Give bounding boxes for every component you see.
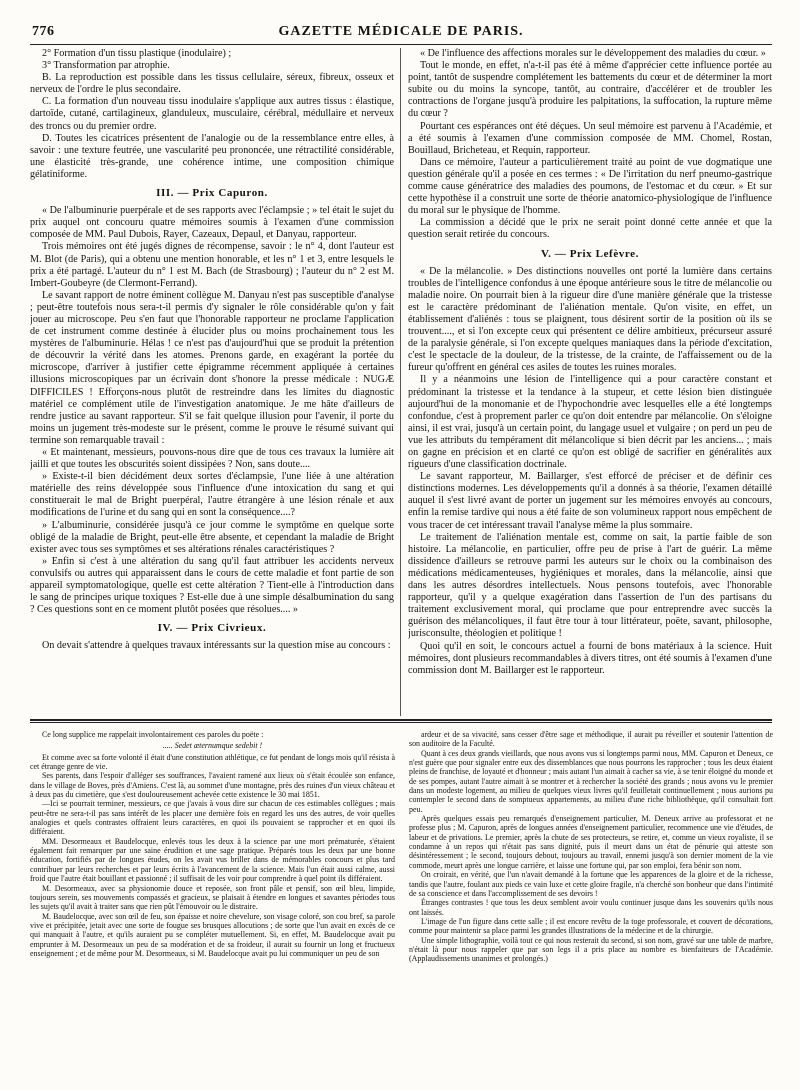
right-column xyxy=(408,48,772,716)
paragraph: Dans ce mémoire, l'auteur a particulièrement traité au point de vue dogmatique une question générale qu'il a posée en ces termes : « De l'irritation du nerf pneumo-gastrique comme cause génératrice des maladies des poumons, de l'estomac et du cœur. » Et sur cette hypothèse il a construit une sorte de théorie anatomico-physiologique de l'influence du moral sur le physique de l'homme. xyxy=(408,156,772,217)
page-number: 776 xyxy=(32,24,55,39)
feuilleton-left-column xyxy=(30,730,395,1082)
paragraph: Une simple lithographie, voilà tout ce qui nous resterait du second, si son nom, gravé sur une table de marbre, n'était là pour nous rappeler que par son legs il a pris place au nombre es bienfaiteurs de l'Académie. (Applaudissements unanimes et prolongés.) xyxy=(409,935,773,964)
section-heading: IV. — Prix Civrieux. xyxy=(157,622,267,635)
paragraph: On devait s'attendre à quelques travaux intéressants sur la question mise au concours : xyxy=(42,640,391,652)
paragraph: Et comme avec sa forte volonté il était d'une constitution athlétique, ce fut pendant de longs mois qu'il résista à cet étrange genre de vie. xyxy=(30,752,395,772)
column-rule xyxy=(400,48,401,716)
paragraph: MM. Desormeaux et Baudelocque, enlevés tous les deux à la science par une mort prématurée, s'étaient également fait remarquer par une saine érudition et une sage pratique. Préparés tous les deux par une bonne éducation, fortifiés par de longues études, on les avait vus briller dans de mémorables concours et plus tard contribuer par leurs recherches et par leurs écrits à l'avancement de la science. Mais l'un était aussi calme, aussi froid que l'autre était bouillant et passionné ; il suffisait de les voir pour comprendre à quel point ils différaient. xyxy=(30,836,395,884)
paragraph: ardeur et de sa vivacité, sans cesser d'être sage et méthodique, il aurait pu réveiller et soutenir l'attention de son auditoire de la Faculté. xyxy=(409,730,773,749)
paragraph: Le traitement de l'aliénation mentale est, comme on sait, la partie faible de son histoire. La mélancolie, en particulier, offre peu de prise à l'art de guérir. La même dissidence d'ailleurs se retrouve parmi les auteurs sur le choix ou la combinaison des médications médicamenteuses, hygiéniques et morales, dans la mélancolie, ainsi que dans les autres désordres intellectuels. Nous pensons toutefois, avec l'honorable rapporteur, qu'il y a quelque exagération dans l'assertion de l'un des partisans du traitement exclusivement moral, qui proclame que pour entreprendre avec succès la guérison des mélancoliques, il faut être tour à tour littérateur, poëte, savant, philosophe, jurisconsulte, théologien et politique ! xyxy=(408,531,772,640)
paragraph: C. La formation d'un nouveau tissu inodulaire s'applique aux autres tissus : élastique, dartoïde, cutané, cartilagineux, glanduleux, musculaire, cérébral, médullaire et nerveux des troncs ou du premier ordre. xyxy=(30,96,394,132)
feuilleton-divider xyxy=(30,719,772,721)
paragraph: Ce long supplice me rappelait involontairement ces paroles du poëte : xyxy=(42,730,264,739)
section-heading: V. — Prix Lefèvre. xyxy=(540,247,640,260)
page-header xyxy=(30,22,772,45)
paragraph: « De la mélancolie. » Des distinctions nouvelles ont porté la lumière dans certains troubles de l'intelligence confondus à une époque antérieure sous le titre de mélancolie ou maladie noire. On pourrait bien à la rigueur dire d'une manière générale que la tristesse est le caractère prédominant de l'aliénation mentale. Qu'on visite, en effet, un établissement d'aliénés : tous se plaignent, tous désirent sortir de la position où ils se trouvent...., et si l'on excepte ceux qui présentent ce délire ambitieux, précurseur assuré de la paralysie générale, si l'on excepte quelques maniaques dans la période d'excitation, c'est le spectacle de la douleur, de la tristesse, de la crainte, de l'affaissement ou de la fureur qu'offrent en général ces asiles de toutes les ruines morales. xyxy=(408,265,772,374)
paragraph: « De l'albuminurie puerpérale et de ses rapports avec l'éclampsie ; » tel était le sujet du prix auquel ont concouru quatre mémoires soumis à l'examen d'une commission composée de MM. Paul Dubois, Rayer, Cazeaux, Depaul, et Danyau, rapporteur. xyxy=(30,205,394,241)
publication-title: GAZETTE MÉDICALE DE PARIS. xyxy=(278,24,524,39)
paragraph: » L'albuminurie, considérée jusqu'à ce jour comme le symptôme en quelque sorte obligé de la maladie de Bright, peut-elle être absente, et cependant la maladie de Bright exister avec tous ses symptômes et ses altérations rénales caractéristiques ? xyxy=(30,519,394,555)
quotation-line: ..... Sedet æternumque sedebit ! xyxy=(162,741,263,751)
paragraph: Quant à ces deux grands vieillards, que nous avons vus si longtemps parmi nous, MM. Capuron et Deneux, ce n'est guère que pour signaler entre eux des dissemblances que nous pourrons les rapprocher ; tous les deux étaient pleins de franchise, de loyauté et d'honneur ; mais autant l'un aimait à cacher sa vie, à se tenir éloigné du monde et de ses pompes, autant l'autre aimait à se montrer et à rechercher la société des grands ; nous avons vu le premier dans un modeste logement, au milieu de quelques vieux livres qu'il feuilletait continuellement ; nous aurions pu contempler le second dans de somptueux appartements, au milieu d'une riche bibliothèque, qu'il consultait fort peu. xyxy=(409,748,773,814)
paragraph: Ses parents, dans l'espoir d'alléger ses souffrances, l'avaient ramené aux lieux où s'était écoulée son enfance, dans le village de Boves, près d'Amiens. C'est là, au sommet d'une montagne, près des ruines d'un vieux château et à deux pas du cimetière, que s'est douloureusement achevée cette existence le 30 mai 1851. xyxy=(30,771,395,800)
section-heading: III. — Prix Capuron. xyxy=(156,187,268,200)
left-column xyxy=(30,48,394,716)
paragraph: —Ici se pourrait terminer, messieurs, ce que j'avais à vous dire sur chacun de ces estimables collègues ; mais peut-être ne sera-t-il pas sans intérêt de les placer une dernière fois en regard les uns des autres, de voir quelles analogies et quels contrastes offraient leurs caractères, en quoi ils pouvaient se rapprocher et en quoi ils différaient. xyxy=(30,799,395,837)
paragraph: « Et maintenant, messieurs, pouvons-nous dire que de tous ces travaux la lumière ait jailli et que toutes les obscurités soient dissipées ? Non, sans doute.... xyxy=(30,447,394,471)
paragraph: Après quelques essais peu remarqués d'enseignement particulier, M. Deneux arrive au professorat et ne professe plus ; M. Capuron, après de longues années d'enseignement particulier, recommence une vie d'études, de labeur et de privations. Le premier, après la chute de ses protecteurs, se retire, et, comme un vieux royaliste, il se condamne à un repos qui n'était pas sans dignité, puis il meurt dans un état de pénurie qui atteste son désintéressement ; le second, toujours debout, toujours au travail, ennemi jusqu'à son dernier moment de la vie commode, meurt après une longue carrière, et laisse une fortune qui, par son emploi, fera bénir son nom. xyxy=(409,814,773,870)
paragraph: « De l'influence des affections morales sur le développement des maladies du cœur. » xyxy=(420,48,766,59)
paragraph: Tout le monde, en effet, n'a-t-il pas été à même d'apprécier cette influence portée au point, tantôt de suspendre complétement les battements du cœur et de déterminer la mort subite ou du moins la syncope, tantôt, au contraire, d'accélérer et de troubler les contractions de l'organe jusqu'à produire les palpitations, la suffocation, la rupture même du cœur ? xyxy=(408,60,772,120)
paragraph: Étranges contrastes ! que tous les deux semblent avoir voulu continuer jusque dans les souvenirs qu'ils nous ont laissés. xyxy=(409,898,773,917)
paragraph: » Existe-t-il bien décidément deux sortes d'éclampsie, l'une liée à une altération matérielle des reins développée sous l'influence d'une intoxication du sang et qui constituerait le mal de Bright puerpéral, l'autre étrangère à une lésion rénale et aux modifications de l'urine et du sang qui en sont la conséquence....? xyxy=(30,471,394,519)
paragraph: D. Toutes les cicatrices présentent de l'analogie ou de la ressemblance entre elles, à savoir : une texture feutrée, une vascularité peu prononcée, une rétractilité considérable, une élasticité très-grande, une cohérence intime, une composition chimique gélatiniforme. xyxy=(30,132,394,180)
paragraph: B. La reproduction est possible dans les tissus cellulaire, séreux, fibreux, osseux et nerveux de l'ordre le plus secondaire. xyxy=(30,72,394,96)
paragraph: 3° Transformation par atrophie. xyxy=(42,60,170,72)
paragraph: La commission a décidé que le prix ne serait point donné cette année et que la question serait retirée du concours. xyxy=(408,217,772,241)
feuilleton-divider-thin xyxy=(30,722,772,723)
paragraph: Quoi qu'il en soit, le concours actuel a fourni de bons matériaux à la science. Huit mémoires, dont plusieurs recommandables à divers titres, ont été soumis à l'examen d'une commission dont M. Baillarger est le rapporteur. xyxy=(408,640,772,676)
paragraph: » Enfin si c'est à une altération du sang qu'il faut attribuer les accidents nerveux convulsifs ou autres qui apparaissent dans le cours de cette maladie et font partie de son appareil symptomatologique, quelle est cette altération ? Tient-elle à l'introduction dans le sang de principes urique toxiques ? Est-elle due à une simple désalbumination du sang ? Ces questions sont en ce moment plutôt posées que résolues.... » xyxy=(30,555,394,616)
paragraph: Le savant rapporteur, M. Baillarger, s'est efforcé de préciser et de définir ces distinctions modernes. Les développements qu'il a donnés à sa théorie, l'examen détaillé auquel il s'est livré avant de porter un jugement sur les mémoires envoyés au concours, enfin la remise tardive qui nous a été faite de son volumineux rapport nous empêchent de vous tracer de cet intéressant travail l'analyse même la plus sommaire. xyxy=(408,471,772,531)
paragraph: M. Desormeaux, avec sa physionomie douce et reposée, son front pâle et pensif, son œil bleu, limpide, toujours serein, ses mouvements compassés et gracieux, se plaisait à étendre en longues et savantes périodes tous les sujets qu'il avait à traiter sans que rien pût l'émouvoir ou le distraire. xyxy=(30,883,395,912)
paragraph: Il y a néanmoins une lésion de l'intelligence qui a pour caractère constant et prédominant la tristesse et la tendance à la stupeur, et cette lésion bien distinguée aujourd'hui de la monomanie et de l'hypochondrie avec lesquelles elle a été longtemps confondue, c'est à proprement parler ce qu'on doit entendre par mélancolie. On s'éloigne ainsi, il est vrai, jusqu'à un certain point, du langage usuel et vulgaire ; on perd un peu de vue les attributs du tempérament dit mélancolique si bien décrit par les anciens... ; mais on gagne en précision et en clarté ce qu'on est obligé de sacrifier en généralités aux rigueurs d'une classification doctrinale. xyxy=(408,374,772,471)
paragraph: On croirait, en vérité, que l'un n'avait demandé à la fortune que les apparences de la gloire et de la richesse, tandis que l'autre, foulant aux pieds ce vain luxe et cette gloire fragile, n'a cherché son bonheur que dans l'intimité de sa conscience et dans l'accomplissement de ses devoirs ! xyxy=(409,870,773,898)
paragraph: Trois mémoires ont été jugés dignes de récompense, savoir : le n° 4, dont l'auteur est M. Blot (de Paris), qui a obtenu une mention honorable, et les n° 1 et 3, entre lesquels le prix a été partagé. L'auteur du n° 1 est M. Bach (de Strasbourg) ; l'auteur du n° 2 est M. Imbert-Goubeyre (de Clermont-Ferrand). xyxy=(30,241,394,289)
paragraph: Le savant rapport de notre éminent collègue M. Danyau n'est pas susceptible d'analyse ; peut-être toutefois nous sera-t-il permis d'y signaler le rôle considérable qu'on y fait jouer au microscope. Peu s'en faut que l'honorable rapporteur ne proclame l'application de cet instrument comme destinée à élucider plus ou moins prochainement tous les mystères de l'albuminurie. Hélas ! ce n'est pas d'aujourd'hui que se produit la prétention de découvrir la vérité dans les atomes. Prenons garde, en exagérant la portée du microscope, d'arriver à justifier cette épigramme récemment appliquée à certaines illusions microscopiques par un écrivain dont s'honore la presse médicale : NUGÆ DIFFICILES ! Efforçons-nous plutôt de restreindre dans les limites du diagnostic matériel ce complément utile de l'investigation anatomique. Je me hâte d'ailleurs de rendre justice au savant rapporteur. S'il se fait quelque illusion pour l'avenir, il porte du moins un jugement très-modeste sur le présent, comme le prouve le résumé suivant qui termine son remarquable travail : xyxy=(30,289,394,446)
paragraph: L'image de l'un figure dans cette salle ; il est encore revêtu de la toge professorale, et couvert de décorations, comme pour maintenir sa place parmi les grandes illustrations de la médecine et de la chirurgie. xyxy=(409,916,773,936)
paragraph: 2° Formation d'un tissu plastique (inodulaire) ; xyxy=(42,48,232,59)
paragraph: Pourtant ces espérances ont été déçues. Un seul mémoire est parvenu à l'Académie, et a été soumis à l'examen d'une commission composée de MM. Chomel, Rostan, Bouillaud, Bricheteau, et Requin, rapporteur. xyxy=(408,120,772,156)
paragraph: M. Baudelocque, avec son œil de feu, son épaisse et noire chevelure, son visage coloré, son cou bref, sa parole vive et précipitée, jetait avec une sorte de fougue ses brusques allocutions ; de sorte que l'un avait en excès de ce qui manquait à l'autre, et qu'ils auraient pu se compléter mutuellement. Si, en effet, M. Baudelocque avait pu emprunter à M. Desormeaux un peu de sa modération et de sa froideur, il aurait su fournir un long et fructueux enseignement ; et de même pour M. Desormeaux, si M. Baudelocque avait pu lui communiquer un peu de son xyxy=(30,911,395,958)
feuilleton-right-column xyxy=(409,730,773,1082)
